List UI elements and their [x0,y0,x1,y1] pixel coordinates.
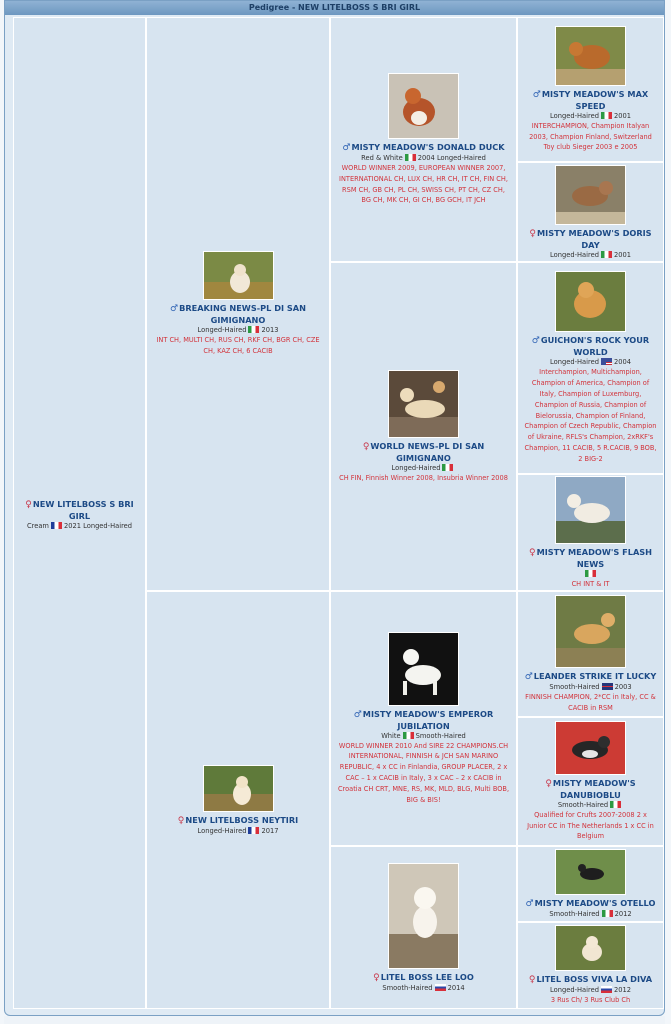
dog-name-link[interactable]: ♂MISTY MEADOW'S OTELLO [525,898,656,909]
dog-photo[interactable] [555,165,626,225]
flag-italy-icon [610,801,621,808]
dd-cell: ♀LITEL BOSS LEE LOO Smooth-Haired 2014 [330,846,517,1009]
pedigree-panel [4,0,665,1016]
flag-italy-icon [248,326,259,333]
titles-text: Interchampion, Multichampion, Champion of America, Champion of Italy, Champion of Luxemburg, Champion of Russia, Champion of Bielorussia, Champion of Finland, Champion of Czech Republic, Champion of Ukraine, RFLS's Champion, 2xRKF's Champion, 11 CACIB, 5 R.CACIB, 9 BOB, 2 BIG-2 [524,368,657,463]
pedigree-title: Pedigree - NEW LITELBOSS S BRI GIRL [5,1,664,15]
flag-uk-icon [602,683,613,690]
male-icon: ♂ [525,899,534,909]
dog-photo[interactable] [555,476,626,544]
dog-name-link[interactable]: ♀MISTY MEADOW'S FLASH NEWS [528,546,653,569]
dog-name-link[interactable]: ♂GUICHON'S ROCK YOUR WORLD [531,335,650,358]
flag-russia-icon [435,984,446,991]
sd-cell: ♀WORLD NEWS-PL DI SAN GIMIGNANO Longed-Haired CH FIN, Finnish Winner 2008, Insubria Winner 2008 [330,262,517,591]
female-icon: ♀ [528,547,536,558]
titles-text: Qualified for Crufts 2007-2008 2 x Junior CC in The Netherlands 1 x CC in Belgium [527,810,654,841]
flag-france-icon [248,827,259,834]
dog-photo[interactable] [555,721,626,775]
flag-usa-icon [601,358,612,365]
dog-photo[interactable] [555,271,626,332]
dog-name-link[interactable]: ♀MISTY MEADOW'S DORIS DAY [529,227,652,250]
dog-name-link[interactable]: ♂MISTY MEADOW'S MAX SPEED [532,88,649,111]
female-icon: ♀ [528,975,536,986]
male-icon: ♂ [524,671,533,682]
dss-cell: ♂LEANDER STRIKE IT LUCKY Smooth-Haired 2003 FINNISH CHAMPION, 2*CC in Italy, CC & CACIB in RSM [517,591,664,717]
female-icon: ♀ [25,499,32,510]
ddd-cell: ♀LITEL BOSS VIVA LA DIVA Longed-Haired 2012 3 Rus Ch/ 3 Rus Club Ch [517,922,664,1009]
male-icon: ♂ [342,142,351,153]
sdd-cell [517,474,664,591]
dsd-cell: ♀MISTY MEADOW'S DANUBIOBLU Smooth-Haired Qualified for Crufts 2007-2008 2 x Junior CC in The Netherlands 1 x CC in Belgium [517,717,664,846]
ssd-cell: ♀MISTY MEADOW'S DORIS DAY Longed-Haired 2001 [517,162,664,262]
sss-cell: ♂MISTY MEADOW'S MAX SPEED Longed-Haired 2001 INTERCHAMPION, Champion Italyan 2003, Champion Finland, Switzerland Toy club Sieger 2003 e 2005 [517,17,664,162]
subject-cell: ♀NEW LITELBOSS S BRI GIRL Cream 2021 Longed-Haired [13,17,146,1009]
sire-cell: ♂BREAKING NEWS-PL DI SAN GIMIGNANO Longed-Haired 2013 INT CH, MULTI CH, RUS CH, RKF CH, BGR CH, CZE CH, KAZ CH, 6 CACIB [146,17,330,591]
panel-bottom-edge [4,1016,665,1024]
flag-italy-icon [601,251,612,258]
female-icon: ♀ [177,815,185,826]
sds-cell: ♂GUICHON'S ROCK YOUR WORLD Longed-Haired 2004 Interchampion, Multichampion, Champion of America, Champion of Italy, Champion of Luxemburg, Champion of Russia, Champion of Bielorussia, Champion of Finland, Champion of Czech Republic, Champion of Ukraine, RFLS's Champion, 2xRKF's Champion, 11 CACIB, 5 R.CACIB, 9 BOB, 2 BIG-2 [517,262,664,474]
titles-text: CH FIN, Finnish Winner 2008, Insubria Winner 2008 [339,473,508,482]
dog-photo[interactable] [555,925,626,971]
flag-italy-icon [585,570,596,577]
dog-name-link[interactable]: ♂MISTY MEADOW'S EMPEROR JUBILATION [353,708,494,731]
dog-photo[interactable] [203,765,274,812]
dog-name-link[interactable]: ♂LEANDER STRIKE IT LUCKY [524,670,657,682]
flag-france-icon [51,522,62,529]
female-icon: ♀ [545,778,552,789]
dog-name-link[interactable]: ♂BREAKING NEWS-PL DI SAN GIMIGNANO [170,303,306,326]
flag-italy-icon [403,732,414,739]
dog-name-link[interactable]: ♀LITEL BOSS VIVA LA DIVA [528,974,653,986]
ds-cell: ♂MISTY MEADOW'S EMPEROR JUBILATION White Smooth-Haired WORLD WINNER 2010 And SIRE 22 CHAMPIONS.CH INTERNATIONAL, FINNISH & JCH SAN MARINO REPUBLIC, 4 x CC in Finlandia, GROUP PLACER, 2 x CAC – 1 x CACIB in Italy, 3 x CAC – 2 x CACIB in Croatia CH CRT, MNE, RS, MK, MLD, BLG, Multi BOB, BIG & BIS! [330,591,517,846]
flag-italy-icon [601,112,612,119]
female-icon: ♀ [362,441,370,452]
dog-photo[interactable] [203,251,274,300]
dog-photo[interactable] [388,370,459,438]
flag-italy-icon [602,910,613,917]
dog-name-link[interactable]: ♀NEW LITELBOSS S BRI GIRL [25,498,134,521]
ss-cell: ♂MISTY MEADOW'S DONALD DUCK Red & White 2004 Longed-Haired WORLD WINNER 2009, EUROPEAN WINNER 2007, INTERNATIONAL CH, LUX CH, HR CH, IT CH, FIN CH, RSM CH, GB CH, PL CH, SWISS CH, PT CH, CZ CH, BG CH, MK CH, GI CH, BG GCH, IT JCH [330,17,517,262]
flag-italy-icon [405,154,416,161]
titles-text: WORLD WINNER 2010 And SIRE 22 CHAMPIONS.CH INTERNATIONAL, FINNISH & JCH SAN MARINO REPUBLIC, 4 x CC in Finlandia, GROUP PLACER, 2 x CAC – 1 x CACIB in Italy, 3 x CAC – 2 x CACIB in Croatia CH CRT, MNE, RS, MK, MLD, BLG, Multi BOB, BIG & BIS! [337,741,510,804]
dog-photo[interactable] [555,849,626,895]
dog-name-link[interactable]: ♂MISTY MEADOW'S DONALD DUCK [342,141,505,153]
titles-text: 3 Rus Ch/ 3 Rus Club Ch [550,996,631,1005]
dog-photo[interactable] [555,595,626,668]
male-icon: ♂ [170,304,179,315]
dam-cell: ♀NEW LITELBOSS NEYTIRI Longed-Haired 2017 [146,591,330,1009]
dog-name-link[interactable]: ♀NEW LITELBOSS NEYTIRI [177,814,299,826]
male-icon: ♂ [353,709,362,720]
dds-cell: ♂MISTY MEADOW'S OTELLO Smooth-Haired 2012 [517,846,664,922]
female-icon: ♀ [373,972,380,983]
dog-photo[interactable] [388,863,459,969]
flag-italy-icon [442,464,453,471]
dog-photo[interactable] [388,632,459,706]
titles-text: FINNISH CHAMPION, 2*CC in Italy, CC & CACIB in RSM [525,692,656,712]
titles-text: INTERCHAMPION, Champion Italyan 2003, Champion Finland, Switzerland Toy club Sieger 2003 e 2005 [529,121,652,152]
flag-russia-icon [601,986,612,993]
titles-text: WORLD WINNER 2009, EUROPEAN WINNER 2007, INTERNATIONAL CH, LUX CH, HR CH, IT CH, FIN CH, RSM CH, GB CH, PL CH, SWISS CH, PT CH, CZ CH, BG CH, MK CH, GI CH, BG GCH, IT JCH [339,163,508,205]
titles-text: INT CH, MULTI CH, RUS CH, RKF CH, BGR CH, CZE CH, KAZ CH, 6 CACIB [156,336,320,355]
dog-name-link[interactable]: ♀MISTY MEADOW'S DANUBIOBLU [545,777,636,800]
dog-photo[interactable] [555,26,626,86]
male-icon: ♂ [532,89,541,100]
dog-photo[interactable] [388,73,459,139]
dog-name-link[interactable]: ♀LITEL BOSS LEE LOO [373,971,474,983]
female-icon: ♀ [529,228,536,239]
titles-text: CH INT & IT [571,579,610,588]
male-icon: ♂ [531,336,540,347]
dog-name-link[interactable]: ♀WORLD NEWS-PL DI SAN GIMIGNANO [362,440,485,463]
